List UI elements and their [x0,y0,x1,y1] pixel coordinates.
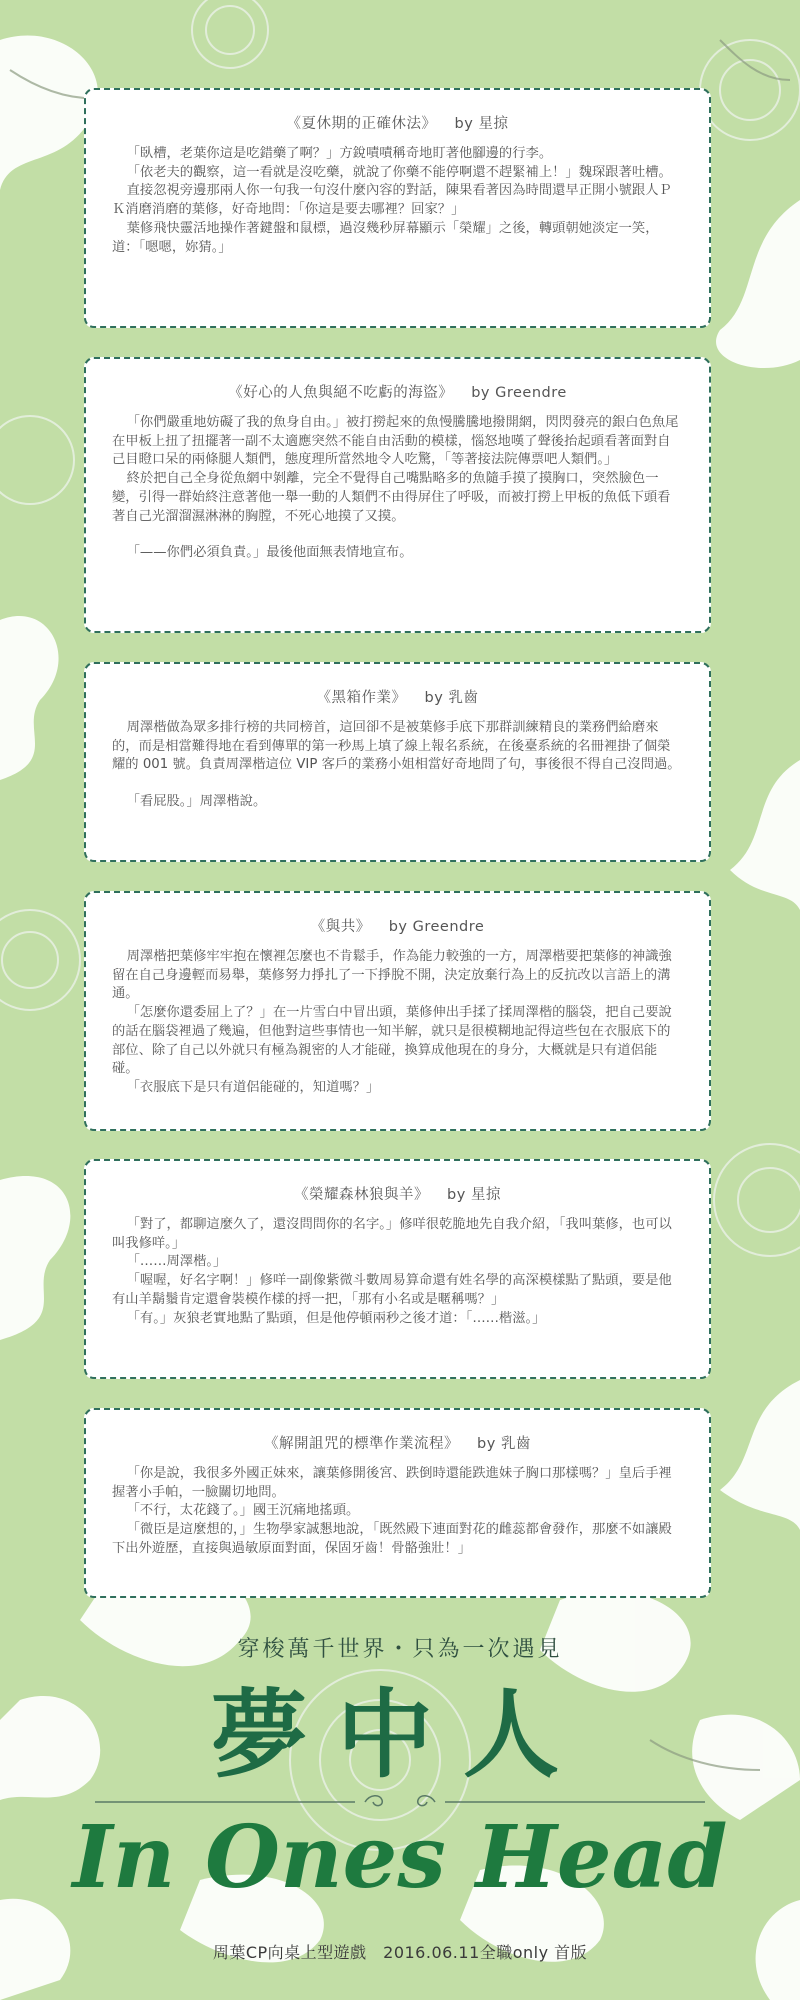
story-paragraph: 葉修飛快靈活地操作著鍵盤和鼠標，過沒幾秒屏幕顯示「榮耀」之後，轉頭朝她淡定一笑，道：「嗯嗯，妳猜。」 [112,220,659,255]
story-paragraph: 終於把自己全身從魚網中剝離，完全不覺得自己嘴點略多的魚隨手摸了摸胸口，突然臉色一變，引得一群始終注意著他一舉一動的人類們不由得屏住了呼吸，而被打撈上甲板的魚低下頭看著自己光溜溜濕淋淋的胸膛，不死心地摸了又摸。 [112,471,671,524]
story-paragraph: 「依老夫的觀察，這一看就是沒吃藥，就說了你藥不能停啊還不趕緊補上！」魏琛跟著吐槽。 [126,164,672,180]
story-paragraph: 「有。」灰狼老實地點了點頭，但是他停頓兩秒之後才道：「……楷滋。」 [126,1310,546,1326]
story-paragraph: 「你們嚴重地妨礙了我的魚身自由。」被打撈起來的魚慢騰騰地撥開網，閃閃發亮的銀白色魚尾在甲板上扭了扭擺著一副不太適應突然不能自由活動的模樣，惱怒地嘆了聲後抬起頭看著面對自己目瞪口呆的兩條腿人類們，態度理所當然地令人吃驚，「等著接法院傳票吧人類們。」 [112,415,679,468]
story-title-line [112,915,683,936]
story-title-line [112,381,683,402]
story-paragraph: 「看屁股。」周澤楷說。 [126,794,267,810]
story-title: 《與共》 [310,919,371,935]
story-author: by Greendre [388,919,485,935]
story-paragraph: 「——你們必須負責。」最後他面無表情地宣布。 [126,545,413,561]
story-author: by Greendre [471,385,567,401]
story-paragraph: 「對了，都聊這麼久了，還沒問問你的名字。」修咩很乾脆地先自我介紹，「我叫葉修，也可以叫我修咩。」 [112,1217,672,1251]
story-card [84,1159,711,1379]
story-card [84,662,711,862]
story-paragraph: 「臥槽，老葉你這是吃錯藥了啊？」方銳嘖嘖稱奇地盯著他腳邊的行李。 [126,146,553,161]
story-title: 《黑箱作業》 [316,690,407,706]
story-card [84,88,711,328]
story-card [84,891,711,1131]
footer-text: 周葉CP向桌上型遊戲 2016.06.11全職only 首版 [212,1943,588,1962]
story-title: 《好心的人魚與絕不吃虧的海盜》 [228,385,454,401]
story-author: by 星掠 [454,116,509,132]
story-card [84,1408,711,1598]
story-author: by 乳齒 [424,690,479,706]
story-paragraph: 「不行，太花錢了。」國王沉痛地搖頭。 [126,1503,360,1519]
story-paragraph: 「……周澤楷。」 [126,1254,227,1270]
story-title: 《夏休期的正確休法》 [286,116,437,132]
tagline: 穿梭萬千世界・只為一次遇見 [237,1637,563,1662]
english-title: In Ones Head [72,1807,728,1908]
story-author: by 星掠 [447,1187,501,1203]
story-author: by 乳齒 [477,1436,531,1452]
story-paragraph: 「微臣是這麼想的，」生物學家誠懇地說，「既然殿下連面對花的雌蕊都會發作，那麼不如讓殿下出外遊歷，直接與過敏原面對面，保固牙齒！骨骼強壯！」 [112,1522,672,1556]
story-paragraph: 「衣服底下是只有道侶能碰的，知道嗎？」 [126,1079,380,1095]
story-paragraph: 周澤楷把葉修牢牢抱在懷裡怎麼也不肯鬆手，作為能力較強的一方，周澤楷要把葉修的神識強留在自己身邊輕而易舉，葉修努力掙扎了一下掙脫不開，決定放棄行為上的反抗改以言語上的溝通。 [112,949,672,1002]
story-title: 《榮耀森林狼與羊》 [294,1187,430,1203]
story-title: 《解開詛咒的標準作業流程》 [264,1436,460,1452]
story-paragraph: 「怎麼你還委屈上了？」在一片雪白中冒出頭，葉修伸出手揉了揉周澤楷的腦袋，把自己要說的話在腦袋裡過了幾遍，但他對這些事情也一知半解，就只是很模糊地記得這些包在衣服底下的部位、除了自己以外就只有極為親密的人才能碰，換算成他現在的身分，大概就是只有道侶能碰。 [112,1005,672,1077]
story-paragraph: 「你是說，我很多外國正妹來，讓葉修開後宮、跌倒時還能跌進妹子胸口那樣嗎？」皇后手裡握著小手帕，一臉關切地問。 [112,1466,672,1500]
main-title: 夢中人 [211,1678,589,1791]
story-title-line [112,1183,683,1204]
story-title-line [112,686,683,707]
story-title-line [112,1432,683,1453]
story-paragraph: 直接忽視旁邊那兩人你一句我一句沒什麼內容的對話，陳果看著因為時間還早正開小號跟人ＰＫ消磨消磨的葉修，好奇地問：「你這是要去哪裡？回家？」 [112,183,672,218]
story-card [84,357,711,633]
story-title-line [112,112,683,133]
story-paragraph: 「喔喔，好名字啊！」修咩一副像紫微斗數周易算命還有姓名學的高深模樣點了點頭，要是他有山羊鬍鬚肯定還會裝模作樣的捋一把，「那有小名或是暱稱嗎？」 [112,1273,672,1307]
story-paragraph: 周澤楷做為眾多排行榜的共同榜首，這回卻不是被葉修手底下那群訓練精良的業務們給磨來的，而是相當難得地在看到傳單的第一秒馬上填了線上報名系統，在後臺系統的名冊裡掛了個榮耀的 001 號。負責周澤楷這位 VIP 客戶的業務小姐相當好奇地問了句，事後很不得自己沒問過。 [112,720,681,773]
